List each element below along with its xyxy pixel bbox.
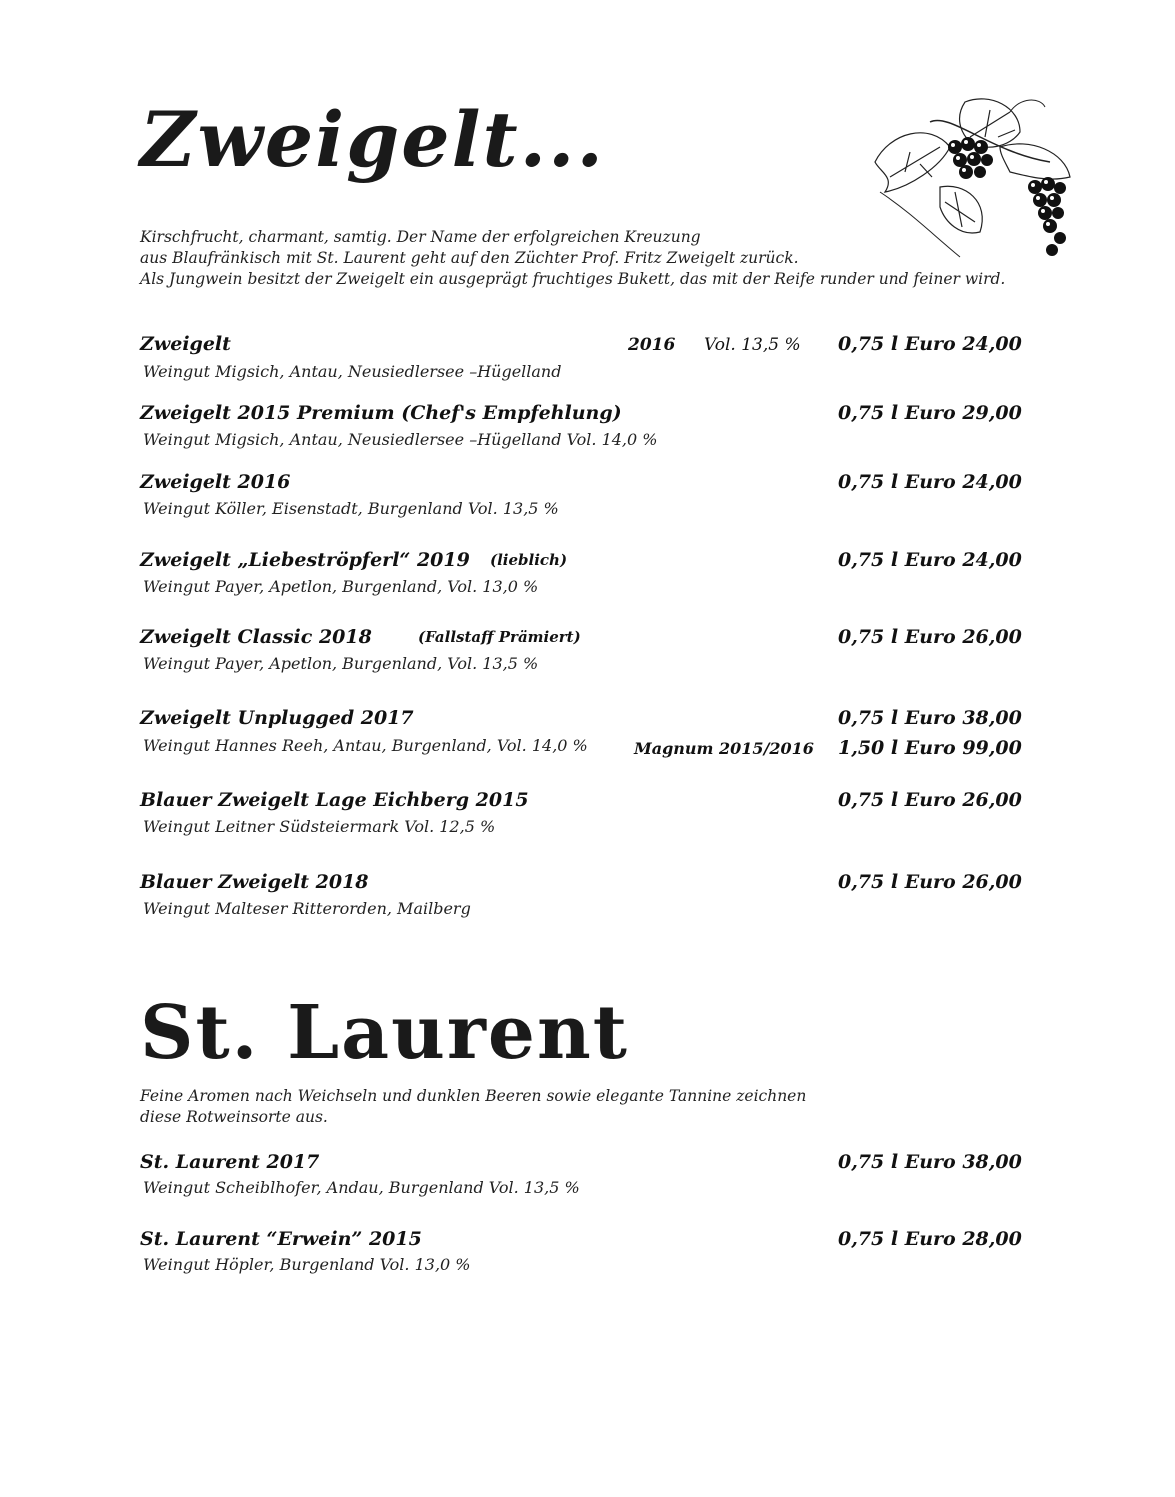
intro-line: Feine Aromen nach Weichseln und dunklen Beeren sowie elegante Tannine zeichnen <box>140 1087 807 1105</box>
wine-price: 0,75 l Euro 29,00 <box>838 402 1022 424</box>
wine-note: (Fallstaff Prämiert) <box>418 628 581 646</box>
wine-name: Zweigelt Classic 2018 <box>140 626 372 648</box>
wine-price: 0,75 l Euro 28,00 <box>838 1228 1022 1250</box>
wine-price: 0,75 l Euro 26,00 <box>838 789 1022 811</box>
wine-price: 0,75 l Euro 26,00 <box>838 871 1022 893</box>
wine-producer: Weingut Hannes Reeh, Antau, Burgenland, Vol. 14,0 % <box>143 736 588 755</box>
magnum-label: Magnum 2015/2016 <box>634 739 814 758</box>
wine-producer: Weingut Höpler, Burgenland Vol. 13,0 % <box>143 1255 471 1274</box>
laurent-intro <box>140 1086 940 1128</box>
wine-note: (lieblich) <box>490 551 568 569</box>
wine-price: 0,75 l Euro 26,00 <box>838 626 1022 648</box>
wine-name: St. Laurent 2017 <box>140 1151 320 1173</box>
magnum-price: 1,50 l Euro 99,00 <box>838 737 1022 759</box>
zweigelt-heading: Zweigelt... <box>140 95 605 184</box>
intro-line: aus Blaufränkisch mit St. Laurent geht auf den Züchter Prof. Fritz Zweigelt zurück. <box>140 249 799 267</box>
wine-name: Blauer Zweigelt Lage Eichberg 2015 <box>140 789 529 811</box>
intro-line: diese Rotweinsorte aus. <box>140 1108 328 1126</box>
zweigelt-intro <box>140 227 1120 290</box>
intro-line: Als Jungwein besitzt der Zweigelt ein ausgeprägt fruchtiges Bukett, das mit der Reife runder und feiner wird. <box>140 270 1006 288</box>
wine-price: 0,75 l Euro 24,00 <box>838 333 1022 355</box>
wine-price: 0,75 l Euro 38,00 <box>838 707 1022 729</box>
wine-name: Zweigelt 2016 <box>140 471 291 493</box>
wine-producer: Weingut Payer, Apetlon, Burgenland, Vol. 13,5 % <box>143 654 539 673</box>
wine-producer: Weingut Malteser Ritterorden, Mailberg <box>143 899 471 918</box>
wine-year: 2016 <box>628 335 676 355</box>
wine-name: Zweigelt „Liebeströpferl“ 2019 <box>140 549 470 571</box>
wine-name: Blauer Zweigelt 2018 <box>140 871 369 893</box>
wine-producer: Weingut Migsich, Antau, Neusiedlersee –Hügelland <box>143 362 562 381</box>
wine-producer: Weingut Leitner Südsteiermark Vol. 12,5 % <box>143 817 496 836</box>
wine-price: 0,75 l Euro 24,00 <box>838 549 1022 571</box>
wine-price: 0,75 l Euro 24,00 <box>838 471 1022 493</box>
wine-producer: Weingut Köller, Eisenstadt, Burgenland Vol. 13,5 % <box>143 499 559 518</box>
wine-name: Zweigelt Unplugged 2017 <box>140 707 414 729</box>
wine-name: St. Laurent “Erwein” 2015 <box>140 1228 422 1250</box>
wine-producer: Weingut Migsich, Antau, Neusiedlersee –Hügelland Vol. 14,0 % <box>143 430 658 449</box>
wine-price: 0,75 l Euro 38,00 <box>838 1151 1022 1173</box>
wine-name: Zweigelt 2015 Premium (Chef's Empfehlung) <box>140 402 622 424</box>
intro-line: Kirschfrucht, charmant, samtig. Der Name der erfolgreichen Kreuzung <box>140 228 701 246</box>
wine-vol: Vol. 13,5 % <box>704 335 801 355</box>
wine-name: Zweigelt <box>140 333 231 355</box>
laurent-heading: St. Laurent <box>140 990 629 1076</box>
wine-producer: Weingut Scheiblhofer, Andau, Burgenland Vol. 13,5 % <box>143 1178 580 1197</box>
wine-producer: Weingut Payer, Apetlon, Burgenland, Vol. 13,0 % <box>143 577 539 596</box>
